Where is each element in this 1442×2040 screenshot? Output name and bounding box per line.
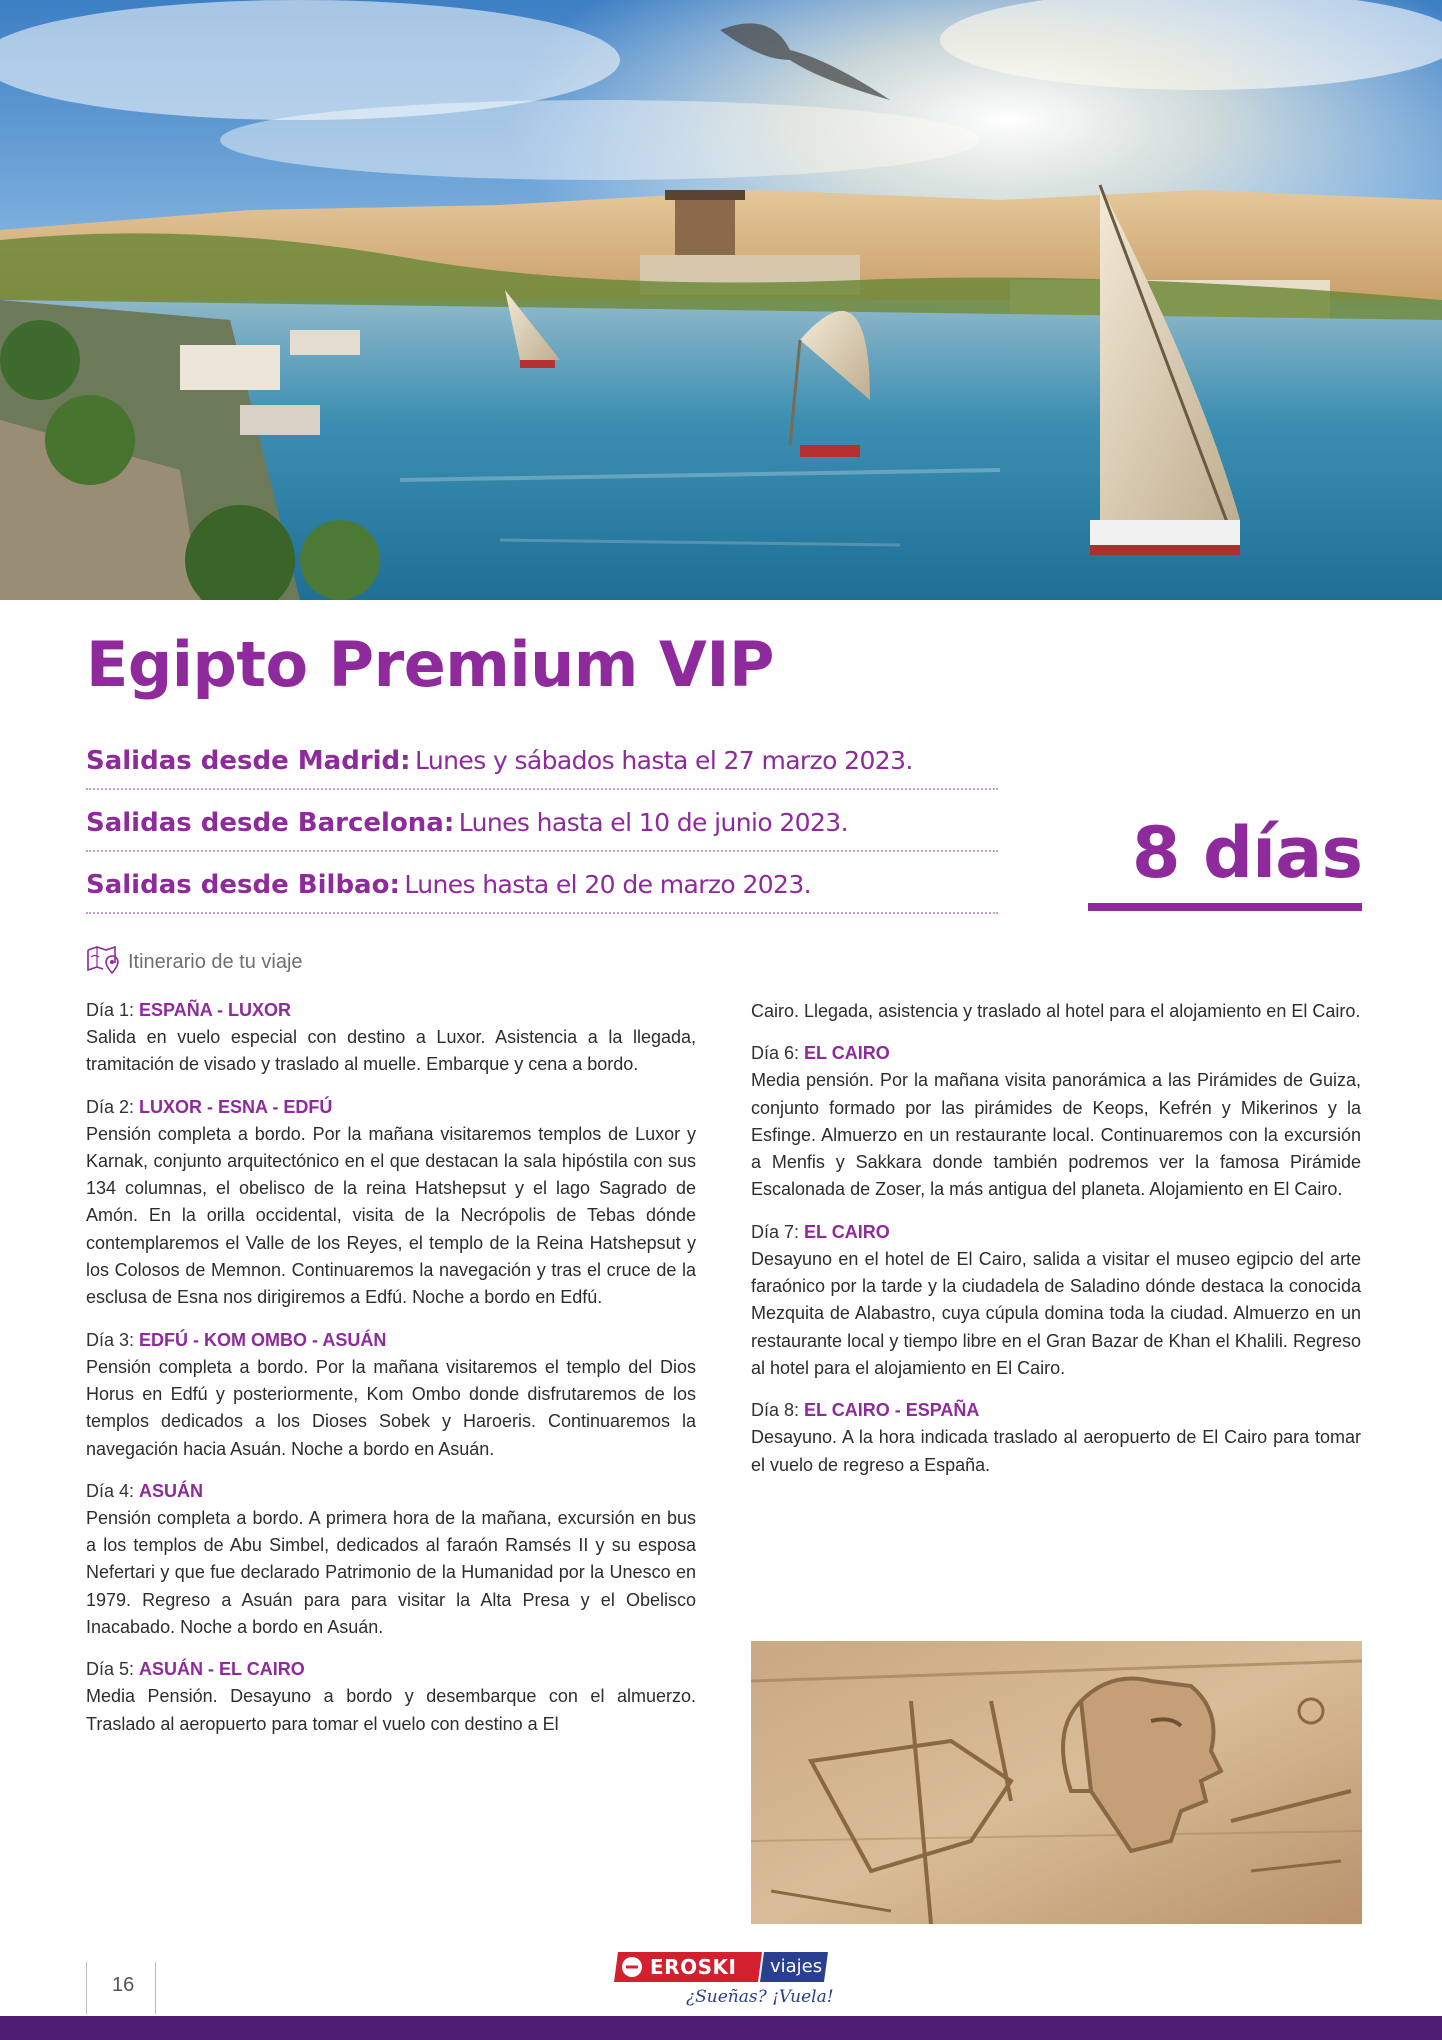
day-description: Pensión completa a bordo. Por la mañana visitaremos el templo del Dios Horus en Edfú y posteriormente, Kom Ombo donde disfrutaremos de los templos dedicados a los Dioses Sobek y Haroeris. Continuaremos la navegación hacia Asuán. Noche a bordo en Asuán.	[86, 1356, 696, 1459]
eroski-viajes-logo	[612, 1950, 830, 1984]
day-title	[751, 1218, 1361, 1246]
day-place: EL CAIRO	[804, 1221, 890, 1242]
day-description: Media Pensión. Desayuno a bordo y desembarque con el almuerzo. Traslado al aeropuerto para tomar el vuelo con destino a El	[86, 1686, 696, 1734]
day-description: Desayuno. A la hora indicada traslado al aeropuerto de El Cairo para tomar el vuelo de regreso a España.	[751, 1427, 1361, 1475]
day-place: ASUÁN - EL CAIRO	[139, 1659, 305, 1680]
day-place: EL CAIRO - ESPAÑA	[804, 1400, 980, 1421]
logo-sub-text: viajes	[770, 1956, 823, 1977]
trip-duration: 8 días	[1131, 812, 1362, 894]
day-description: Media pensión. Por la mañana visita panorámica a las Pirámides de Guiza, conjunto formado por las pirámides de Keops, Kefrén y Mikerinos y la Esfinge. Almuerzo en un restaurante local. Continuaremos con la excursión a Menfis y Sakkara donde también podremos ver la famosa Pirámide Escalonada de Zoser, la más antigua del planeta. Alojamiento en El Cairo.	[751, 1070, 1361, 1200]
departure-madrid	[86, 728, 998, 790]
departure-text: Lunes hasta el 10 de junio 2023.	[458, 808, 848, 837]
day-title	[751, 1039, 1361, 1067]
itinerary-header	[86, 942, 303, 982]
day-number: Día 1:	[86, 1000, 135, 1020]
day-number: Día 4:	[86, 1480, 135, 1501]
departure-barcelona	[86, 790, 998, 852]
day-number: Día 8:	[751, 1400, 800, 1421]
day-description: Pensión completa a bordo. A primera hora de la mañana, excursión en bus a los templos de Abu Simbel, dedicados al faraón Ramsés II y su esposa Nefertari y que fue declarado Patrimonio de la Humanidad por la Unesco en 1979. Regreso a Asuán para para visitar la Alta Presa y el Obelisco Inacabado. Noche a bordo en Asuán.	[86, 1507, 696, 1638]
day-title	[86, 1326, 696, 1354]
day-number: Día 6:	[751, 1043, 800, 1064]
departure-label: Salidas desde Barcelona:	[86, 808, 455, 838]
departure-text: Lunes hasta el 20 de marzo 2023.	[404, 870, 812, 899]
departure-text: Lunes y sábados hasta el 27 marzo 2023.	[415, 746, 913, 775]
departure-label: Salidas desde Bilbao:	[86, 870, 400, 900]
day-description: Salida en vuelo especial con destino a Luxor. Asistencia a la llegada, tramitación de visado y traslado al muelle. Embarque y cena a bordo.	[86, 1027, 696, 1075]
day-title	[86, 1093, 696, 1121]
day-place: ESPAÑA - LUXOR	[139, 1000, 292, 1020]
departure-bilbao	[86, 852, 998, 914]
itinerary-header-label: Itinerario de tu viaje	[128, 950, 303, 973]
footer-bar	[0, 2016, 1442, 2040]
duration-underline	[1088, 903, 1362, 911]
page-title: Egipto Premium VIP	[86, 628, 774, 701]
day-title	[86, 996, 696, 1024]
logo-brand-text: EROSKI	[650, 1955, 737, 1979]
day-description: Pensión completa a bordo. Por la mañana visitaremos templos de Luxor y Karnak, conjunto arquitectónico en el que destacan la sala hipóstila con sus 134 columnas, el obelisco de la reina Hatshepsut y el lago Sagrado de Amón. En la orilla occidental, visita de la Necrópolis de Tebas dónde contemplaremos el Valle de los Reyes, el templo de la Reina Hatshepsut y los Colosos de Memnon. Continuaremos la navegación y tras el cruce de la esclusa de Esna nos dirigiremos a Edfú. Noche a bordo en Edfú.	[86, 1123, 696, 1308]
day-description-continued: Cairo. Llegada, asistencia y traslado al hotel para el alojamiento en El Cairo.	[751, 1001, 1361, 1021]
day-number: Día 5:	[86, 1659, 135, 1680]
day-title	[751, 1396, 1361, 1424]
day-number: Día 3:	[86, 1329, 135, 1350]
day-description: Desayuno en el hotel de El Cairo, salida a visitar el museo egipcio del arte faraónico por la tarde y la ciudadela de Saladino dónde destaca la conocida Mezquita de Alabastro, cuya cúpula domina toda la ciudad. Almuerzo en un restaurante local y tiempo libre en el Gran Bazar de Khan el Khalili. Regreso al hotel para el alojamiento en El Cairo.	[751, 1248, 1361, 1378]
map-pin-icon	[86, 945, 120, 980]
day-place: EDFÚ - KOM OMBO - ASUÁN	[139, 1329, 387, 1350]
day-place: LUXOR - ESNA - EDFÚ	[139, 1096, 333, 1117]
day-title	[86, 1477, 696, 1505]
day-place: EL CAIRO	[804, 1043, 890, 1064]
logo-tagline: ¿Sueñas? ¡Vuela!	[686, 1987, 834, 2007]
day-title	[86, 1655, 696, 1683]
departure-label: Salidas desde Madrid:	[86, 746, 411, 776]
day-number: Día 7:	[751, 1221, 800, 1242]
page-number: 16	[112, 1974, 135, 1996]
day-place: ASUÁN	[139, 1480, 204, 1501]
itinerary-column-right	[751, 998, 1361, 1479]
itinerary-column-left	[86, 996, 696, 1738]
day-number: Día 2:	[86, 1096, 135, 1117]
egyptian-relief-photo	[751, 1641, 1362, 1924]
hero-photo-nile-feluccas	[0, 0, 1442, 600]
